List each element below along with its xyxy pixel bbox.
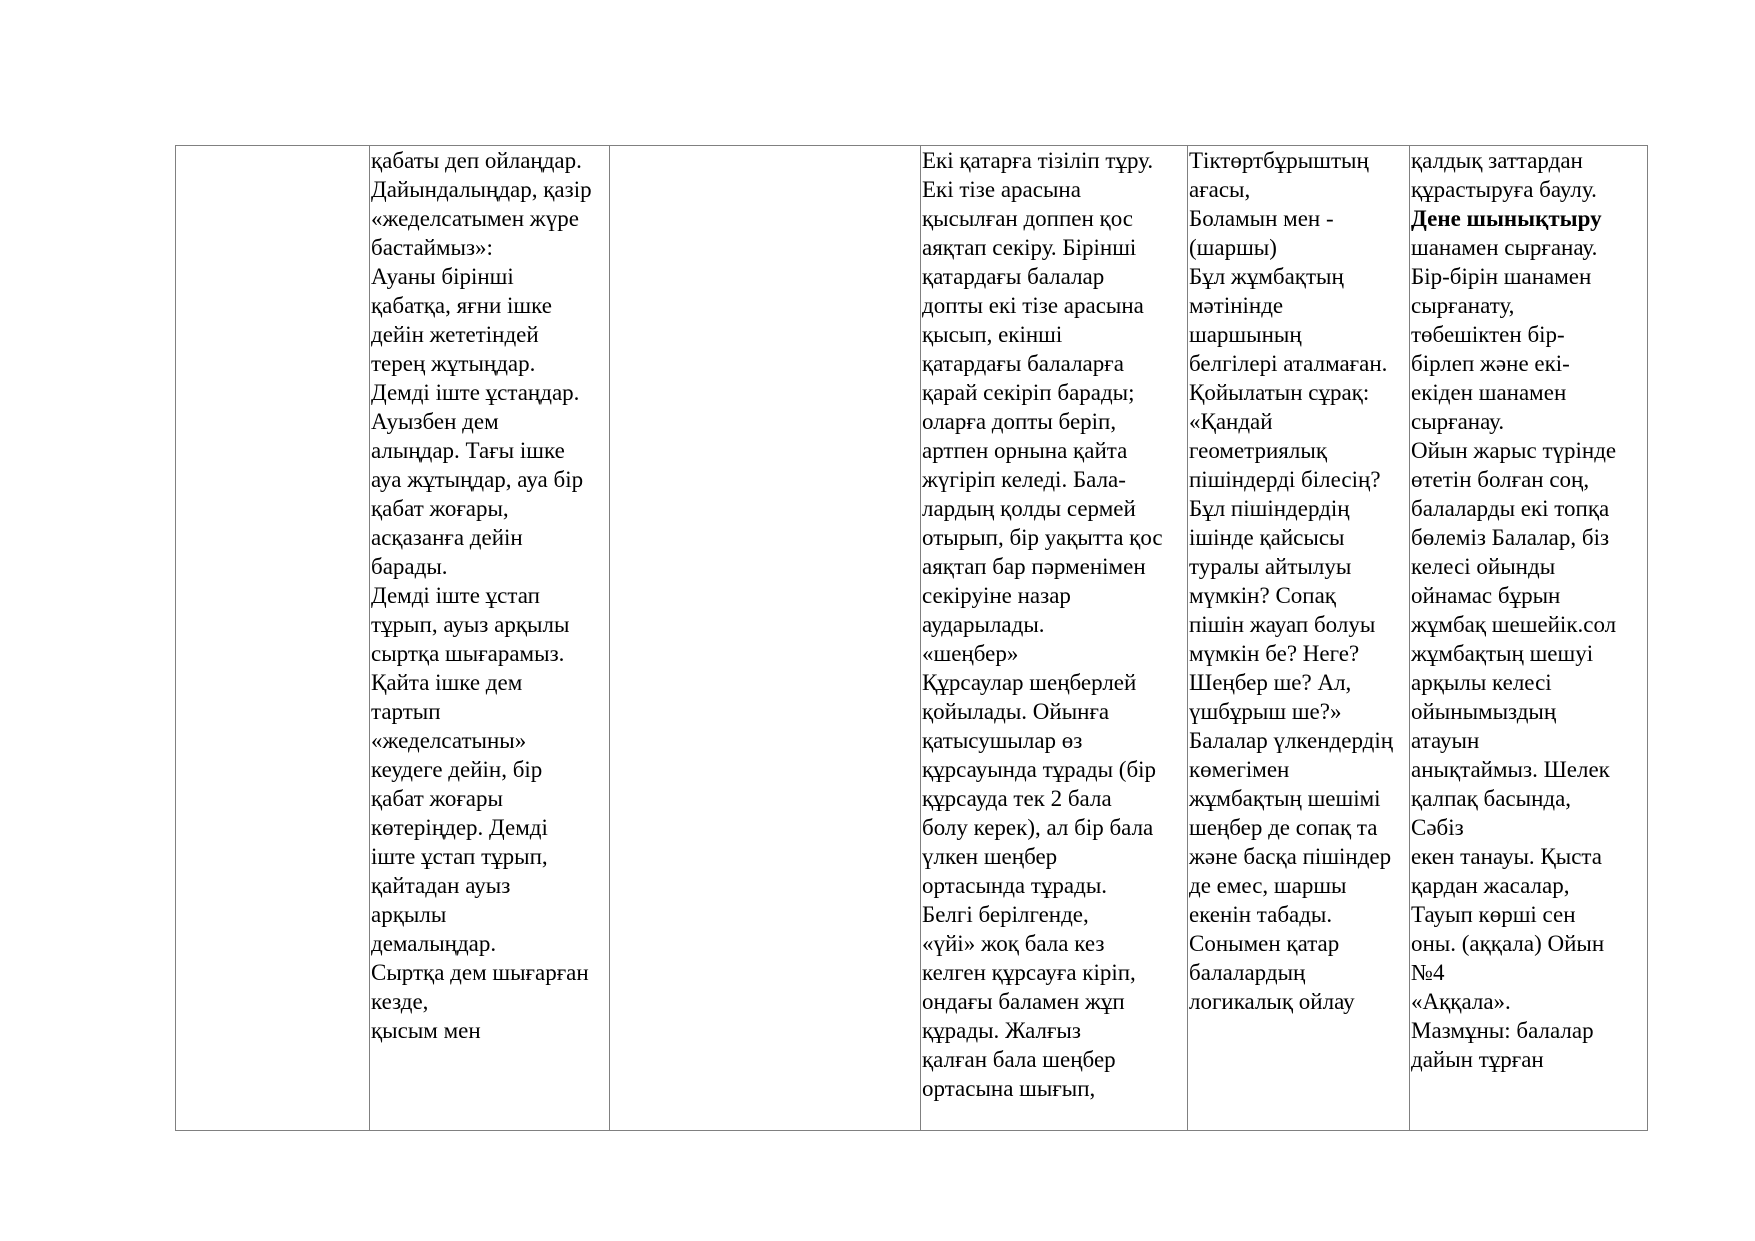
text-line: Дайындалыңдар, қазір	[371, 177, 592, 202]
table-cell-physical-education	[1410, 146, 1648, 1131]
table-cell-riddle-square	[1188, 146, 1410, 1131]
text-line: арқылы	[371, 902, 447, 927]
text-line: Тіктөртбұрыштың	[1189, 148, 1369, 173]
text-line: аударылады.	[922, 612, 1045, 637]
text-line: сыртқа шығарамыз.	[371, 641, 565, 666]
table-row	[176, 146, 1648, 1131]
text-line: Бұл жұмбақтың	[1189, 264, 1344, 289]
text-line: отырып, бір уақытта қос	[922, 525, 1163, 550]
text-line: оларға допты беріп,	[922, 409, 1117, 434]
text-line: геометриялық	[1189, 438, 1327, 463]
text-line: Ойын жарыс түрінде	[1411, 438, 1617, 463]
text-line: мүмкін бе? Неге?	[1189, 641, 1360, 666]
text-line: жұмбақ шешейік.сол	[1411, 612, 1617, 637]
text-line: «шеңбер»	[922, 641, 1019, 666]
table-cell-breathing-exercise	[370, 146, 610, 1131]
text-line: қалдық заттардан	[1411, 148, 1583, 173]
text-line: №4	[1411, 960, 1445, 985]
text-line: Құрсаулар шеңберлей	[922, 670, 1137, 695]
cell-text	[1188, 146, 1409, 1016]
text-line: қабат жоғары,	[371, 496, 509, 521]
text-line: Екі тізе арасына	[922, 177, 1081, 202]
text-line: де емес, шаршы	[1189, 873, 1347, 898]
text-line: аяқтап бар пәрменімен	[922, 554, 1146, 579]
text-line: Қайта ішке дем	[371, 670, 523, 695]
text-line: Тауып көрші сен	[1411, 902, 1576, 927]
text-line: ішінде қайсысы	[1189, 525, 1345, 550]
text-line: сырғанау.	[1411, 409, 1505, 434]
text-line: допты екі тізе арасына	[922, 293, 1144, 318]
text-line: «үйі» жоқ бала кез	[922, 931, 1105, 956]
text-line: екен танауы. Қыста	[1411, 844, 1602, 869]
text-line: қарай секіріп барады;	[922, 380, 1135, 405]
text-line: құрастыруға баулу.	[1411, 177, 1597, 202]
text-line: кезде,	[371, 989, 429, 1014]
text-line: секіруіне назар	[922, 583, 1071, 608]
text-line: аяқтап секіру. Бірінші	[922, 235, 1137, 260]
text-line: дейін жететіндей	[371, 322, 539, 347]
text-line: оны. (аққала) Ойын	[1411, 931, 1605, 956]
text-line: ойынымыздың	[1411, 699, 1557, 724]
text-line: келген құрсауға кіріп,	[922, 960, 1136, 985]
text-line: екенін табады.	[1189, 902, 1333, 927]
text-line: қалпақ басында,	[1411, 786, 1572, 811]
text-line: Балалар үлкендердің	[1189, 728, 1394, 753]
text-line: туралы айтылуы	[1189, 554, 1352, 579]
text-line: қайтадан ауыз	[371, 873, 511, 898]
text-line: қатысушылар өз	[922, 728, 1083, 753]
text-line: бастаймыз»:	[371, 235, 493, 260]
text-line: қатардағы балаларға	[922, 351, 1124, 376]
text-line: іште ұстап тұрып,	[371, 844, 548, 869]
text-line: қабаты деп ойлаңдар.	[371, 148, 582, 173]
text-line: бөлеміз Балалар, біз	[1411, 525, 1610, 550]
text-line: (шаршы)	[1189, 235, 1277, 260]
text-line: қысылған доппен қос	[922, 206, 1134, 231]
text-line: Қойылатын сұрақ:	[1189, 380, 1370, 405]
text-line: тартып	[371, 699, 441, 724]
text-line: «жеделсатыны»	[371, 728, 527, 753]
text-line: қабатқа, яғни ішке	[371, 293, 552, 318]
text-line: Демді іште ұстап	[371, 583, 540, 608]
text-line: демалыңдар.	[371, 931, 497, 956]
text-line: Мазмұны: балалар	[1411, 1018, 1594, 1043]
text-line: ауа жұтыңдар, ауа бір	[371, 467, 584, 492]
text-line: төбешіктен бір-	[1411, 322, 1565, 347]
text-line: балаларды екі топқа	[1411, 496, 1610, 521]
text-line: құрады. Жалғыз	[922, 1018, 1081, 1043]
text-line: шанамен сырғанау.	[1411, 235, 1598, 260]
text-line: келесі ойынды	[1411, 554, 1556, 579]
text-line: пішіндерді білесің?	[1189, 467, 1381, 492]
text-line: тұрып, ауыз арқылы	[371, 612, 570, 637]
text-line: Боламын мен -	[1189, 206, 1334, 231]
text-line: үшбұрыш ше?»	[1189, 699, 1342, 724]
text-line: сырғанату,	[1411, 293, 1515, 318]
text-line: балалардың	[1189, 960, 1306, 985]
text-line: қысым мен	[371, 1018, 481, 1043]
text-line: қардан жасалар,	[1411, 873, 1570, 898]
text-line: терең жұтыңдар.	[371, 351, 536, 376]
text-line: құрсауында тұрады (бір	[922, 757, 1157, 782]
text-line: үлкен шеңбер	[922, 844, 1058, 869]
text-line: шаршының	[1189, 322, 1302, 347]
text-line: қабат жоғары	[371, 786, 503, 811]
text-line: лардың қолды сермей	[922, 496, 1136, 521]
text-line: құрсауда тек 2 бала	[922, 786, 1112, 811]
text-line: «Қандай	[1189, 409, 1273, 434]
text-line: Сыртқа дем шығарған	[371, 960, 589, 985]
text-line: ондағы баламен жұп	[922, 989, 1125, 1014]
text-line: Ауызбен дем	[371, 409, 499, 434]
table-cell-empty-1	[176, 146, 370, 1131]
text-line: алыңдар. Тағы ішке	[371, 438, 565, 463]
text-line: жүгіріп келеді. Бала-	[922, 467, 1126, 492]
text-line: мәтінінде	[1189, 293, 1284, 318]
text-line: және басқа пішіндер	[1189, 844, 1392, 869]
text-line: қатардағы балалар	[922, 264, 1105, 289]
lesson-plan-table	[175, 145, 1648, 1131]
text-line: логикалық ойлау	[1189, 989, 1355, 1014]
cell-text	[1410, 146, 1647, 1074]
text-line: «жеделсатымен жүре	[371, 206, 579, 231]
text-line: барады.	[371, 554, 448, 579]
text-line: бірлеп және екі-	[1411, 351, 1570, 376]
text-line: кеудеге дейін, бір	[371, 757, 543, 782]
text-line: атауын	[1411, 728, 1480, 753]
text-line: мүмкін? Сопақ	[1189, 583, 1336, 608]
text-line: екіден шанамен	[1411, 380, 1567, 405]
text-line: Бұл пішіндердің	[1189, 496, 1350, 521]
text-line: өтетін болған соң,	[1411, 467, 1590, 492]
text-line: ағасы,	[1189, 177, 1251, 202]
text-line: «Аққала».	[1411, 989, 1511, 1014]
text-line: асқазанға дейін	[371, 525, 523, 550]
text-line: көтеріңдер. Демді	[371, 815, 548, 840]
text-line: көмегімен	[1189, 757, 1290, 782]
text-line: дайын тұрған	[1411, 1047, 1544, 1072]
text-line: ортасында тұрады.	[922, 873, 1108, 898]
table-cell-ball-jump-game	[921, 146, 1188, 1131]
cell-lines-before	[1411, 146, 1647, 204]
text-line: Сәбіз	[1411, 815, 1464, 840]
section-heading: Дене шынықтыру	[1411, 206, 1602, 231]
text-line: артпен орнына қайта	[922, 438, 1128, 463]
text-line: Сонымен қатар	[1189, 931, 1340, 956]
text-line: Екі қатарға тізіліп тұру.	[922, 148, 1154, 173]
text-line: қойылады. Ойынға	[922, 699, 1110, 724]
text-line: Ауаны бірінші	[371, 264, 514, 289]
text-line: шеңбер де сопақ та	[1189, 815, 1378, 840]
cell-text	[370, 146, 609, 1045]
text-line: Белгі берілгенде,	[922, 902, 1089, 927]
cell-text	[921, 146, 1187, 1103]
text-line: болу керек), ал бір бала	[922, 815, 1154, 840]
cell-lines-after	[1411, 233, 1647, 1074]
text-line: белгілері аталмаған.	[1189, 351, 1388, 376]
table-cell-empty-3	[610, 146, 921, 1131]
text-line: қалған бала шеңбер	[922, 1047, 1116, 1072]
text-line: пішін жауап болуы	[1189, 612, 1376, 637]
text-line: арқылы келесі	[1411, 670, 1552, 695]
text-line: ойнамас бұрын	[1411, 583, 1561, 608]
text-line: жұмбақтың шешімі	[1189, 786, 1381, 811]
text-line: Демді іште ұстаңдар.	[371, 380, 580, 405]
text-line: Шеңбер ше? Ал,	[1189, 670, 1352, 695]
text-line: ортасына шығып,	[922, 1076, 1096, 1101]
text-line: Бір-бірін шанамен	[1411, 264, 1592, 289]
text-line: жұмбақтың шешуі	[1411, 641, 1594, 666]
text-line: анықтаймыз. Шелек	[1411, 757, 1610, 782]
text-line: қысып, екінші	[922, 322, 1063, 347]
